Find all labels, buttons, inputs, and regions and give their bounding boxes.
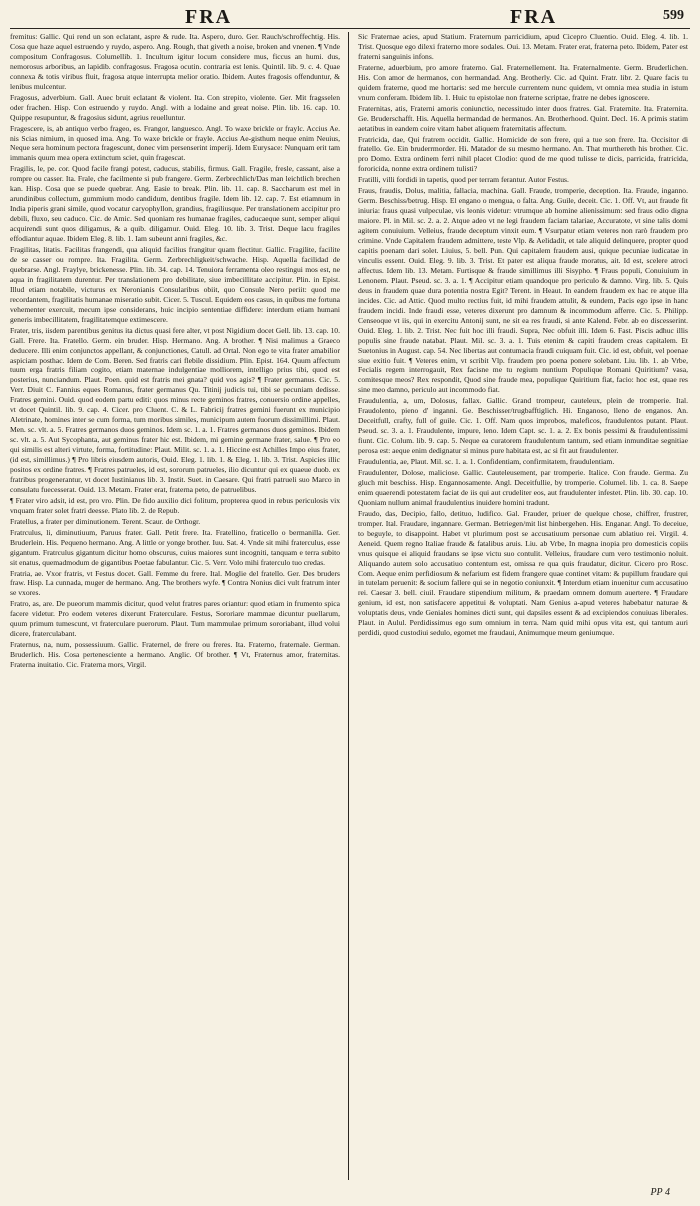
entry-paragraph: Fraternitas, atis, Fraterni amoris coniunctio, necessitudo inter duos fratres. Gal. Fraternite. Ita. Fraternita. Ge. Bruderschafft. His. Aquella hermandad de hermanos. An. Brotherhood. Quint. Decl. 16. A primis statim aetatibus in eandem coire vitam habet aliquem fraternitatis affectum. — [358, 103, 688, 133]
signature-mark: PP 4 — [650, 1187, 670, 1198]
entry-paragraph: Fragilis, le, pe. cor. Quod facile frangi potest, caducus, stabilis, firmus. Gall. Fragile, fresle, cassant, aise a rompre ou casser. Ita. Frale, che facilmente si pub frangere. Germ. Zerbrechlich/Das man leichtlich brechen kan. Hisp. Cosa que se puede quebrar. Ang. Easie to break. Plin. lib. 11. cap. 8. Saccharum est mel in arundinibus collectum, gummium modo candidum, dentibus fragile. Idem lib. 12. cap. 7. Est etiamnum in India piperis grani simile, quod vocatur caryophyllon, grandius, fragiliusque. Per translationem accipitur pro debili, fluxo, seu caduco. Cic. de Amic. Sed quoniam res humanae fragiles, caducaeque sunt, semper aliqui acquirendi sunt quos diligamus, & a quib. diligamur. Ouid. Eleg. 10. lib. 3. Trist. Deque lacu fragiles effodiantur aquae. Ibidem Eleg. 8. lib. 1. Iam subeunt anni fragiles, &c. — [10, 164, 340, 244]
entry-paragraph: Fraterne, aduerbium, pro amore fraterno. Gal. Fraternellement. Ita. Fraternalmente. Germ. Bruderlichen. His. Con amor de hermanos, con hermandad. Ang. Brotherly. Cic. ad Quint. Fratr. libr. 2. Quare facis tu quidem fraterne, quod me hortaris: sed me hercule currentem nunc quidem, vt omnia mea studia in istum vnum conferam. Ibidem lib. 1. Huic tu epistolae non fraterne scriptae, fratre ne debes ignoscere. — [358, 62, 688, 102]
entry-paragraph: Fratria, ae. Vxor fratris, vt Festus docet. Gall. Femme du frere. Ital. Moglie del fratello. Ger. Des bruders fraw. Hisp. La cunnada, muger de hermano. Ang. The brothers wyfe. ¶ Contra Nonius dici vult fratrum inter se vxores. — [10, 568, 340, 598]
entry-paragraph: fremitus: Gallic. Qui rend un son eclatant, aspre & rude. Ita. Aspero, duro. Ger. Rauch/schroffechtig. His. Cosa que haze aquel estruendo y ruydo, aspero. Ang. Rough, that giveth a noise, broken and vnenen. ¶ Vnde compositum Confragosus. Columellib. 1. Incultum igitur locum considere mus, ficcus an humi. dus, nemorosus arboribus, an lapidib. confragosus. Fragosa ocutin. contraria est lenis. Quintil. lib. 9. c. 4. Quae connexa & totis viribus fluit, fragosa atque interrupta melior oratio. Ibidem. Autes fragosis offenduntur, & lenibus mulcentur. — [10, 32, 340, 91]
entry-paragraph: Fraternus, na, num, possessiuum. Gallic. Fraternel, de frere ou freres. Ita. Fraterno, fraternale. German. Bruderlich. His. Cosa pertenesciente a hermano. Anglic. Of brother. ¶ Vt, Fraternus amor, fraternitas. Fraterna inuitatio. Cic. Fraterna mors, Virgil. — [10, 640, 340, 670]
entry-paragraph: Fratilli, villi fordidi in tapetis, quod per terram ferantur. Autor Festus. — [358, 175, 569, 185]
entry-paragraph: Fragilitas, litatis. Facilitas frangendi, qua aliquid facilius frangitur quam flectitur. Gallic. Fragilite, facilite de se casser ou rompre. Ita. Fragilita. Germ. Zerbrechligkeit/schwache. Hisp. Aquella facilidad de quebrarse. Angl. Fraylye, brickenesse. Plin. lib. 34. cap. 14. Tenuiora ferramenta oleo restingui mos est, ne aqua in fragilitatem durentur. Per translationem pro debilitate, siue imbecillitate accipitur. Plin. in Epist. Illud etiam notabile, victurus ex Neronianis Consularibus obiit, quo Consule Nero periit: quod me recordantem, fragilitatis humanae miseratio subit. Cicer. 5. Tuscul. Equidem eos casus, in quibus me fortuna vehementer exercuit, mecum ipse considerans, huic incipio sententiae diffidere: interdum etiam humani generis imbecillitatem, fragilitatemque extimescere. — [10, 245, 340, 324]
entry-paragraph: ¶ Frater viro adsit, id est, pro vro. Plin. De fido auxilio dici folitum, propterea quod in rebus periculosis vix vnquam frater solet fratri deesse. Plato lib. 2. de Repub. — [10, 495, 340, 515]
entry-paragraph: Fraudo, das, Decipio, fallo, detituo, ludifico. Gal. Frauder, priuer de quelque chose, chiffrer, frustrer, tromper. Ital. Fraudare, ingannare. German. Betriegen/mit list hinbergehen. His. Enganar. Angl. To deceiue, to beguyle, to disappoint. Habet vt plurimum post se accusatiuum personae cum ablatiuo rei. Virgil. 4. Aeneid. Quem regno Italiae fraude & fatalibus aruis. Liu. ab Vrbe, In magna inopia pro domesticis copiis vnus quisque ei aliquid fraudans se ipse victu suo contulit. Velleius, fraudare cum vero testimonio noluit. Aliquando autem solo accusatiuo contentum est, omissa re qua quis fraudatur, dicitur. Cicero pro Rosc. Com. Aeque enim perfidiosum & nefarium est fidem frangere quae continet vitam: & pupillum fraudare qui in tutelam peruenit: & socium fallere qui se in negotio coniunxit. ¶ Interdum etiam inuenitur cum accusatiuo rei. Caesar 3. bell. ciuil. Fraudare stipendium militum, & praedam omnem domum auertere. ¶ Fraudare genium, id est, non satisfacere appetitui & voluptati. Nam Genius a-apud veteres habebatur naturae & voluptatis deus, vnde Geniales homines dicti sunt, qui dapsiles essent & ad excipiendos conuiuas liberales. Plaut. in Aulul. Perdidissimus ego sum omnium in terra. Nam quid mihi opus vita est, qui tantum auri perdidi, quod custodiui sedulo, egomet me fraudaui, Animumque meum geniumque. — [358, 508, 688, 638]
entry-paragraph: Fraudulenter, Dolose, maliciose. Gallic. Cauteleusement, par tromperie. Italice. Con fraude. Germa. Zu gluch mit beschiss. Hisp. Engannosamente. Angl. Deceitfullie, by tromperie. Columel. lib. 1. ca. 8. Saepe enim quaerendi potestatem faciat de iis qui aut crudeliter eos, aut fraudulenter infestet. Plin. lib. 30. cap. 10. Quoniam nullum animal fraudulentius inuidere homini tradunt. — [358, 467, 688, 507]
text-columns — [10, 32, 690, 1180]
entry-paragraph: Fratro, as, are. De pueorum mammis dicitur, quod velut fratres pares oriantur: quod etiam in frumento spica facere videtur. Pro eodem veteres dixerunt Fraterculare. Festus, Sororiare mammae dicuntur puellarum, quum primum tumescunt, vt fraterculare puerorum. Plaut. Tum mammulae primum sororiabant, illud volui dicere, fraterculabant. — [10, 599, 340, 639]
right-running-head: FRA — [510, 6, 558, 28]
entry-paragraph: Fraus, fraudis, Dolus, malitia, fallacia, machina. Gall. Fraude, tromperie, deception. Ita. Fraude, inganno. Germ. Beschiss/betrug. Hisp. El engano o mengua, o falta. Ang. Guile, deceit. Cic. 1. Off. Vt, aut fraude fit iniuria: fraus quasi vulpeculae, vis leonis videtur: vtrumque ab homine alienissimum: sed fraus odio digna maiore. Pl. in Mil. sc. 2. a. 2. Atque adeo vt ne legi fraudem faciam talariae, Accuratote, vt sine talis domi agitem conuiuium. Velleius, fraude deceptum vinxit eum. ¶ Vsurpatur etiam veteres non rarò fraudem pro crimine. Vnde Capitalem fraudem admittere, teste Vlp. & Aelidadit, et tale aliquid delinquere, propter quod capitis poenam dari solet. Liuius, 5. bell. Pun. Qui capitalem fraudem ausi, quique pecuniae iudicatae in vinculis essent. Ouid. Eleg. 9. lib. 3. Trist. Et pater est aliqua fraude moratus, ait. Id est, scelere atroci affectus. Idem lib. 13. Metam. Furtisque & fraude simillimus illi Sisypho. ¶ Fraus populi, Conuiuium in Lenonem. Plaut. Pseud. sc. 3. a. 1. ¶ Accipitur etiam quandoque pro periculo & damno. Virg. lib. 5. Quis deus in fraudem quae dura potentia nostra Egit? Terent. in Heaut. In eandem fraudem ex hac re atque illa incides. Cic. ad Attic. Quod multo rectius fuit, id mihi fraudem attulit, & eundem, Pacis ego ipse in hanc fraudem incidi. Inde fraudi esse, veteres dixerunt pro damnum & incommodum afferre. Cic. 5. Philipp. Censeoque vt iis, qui in exercitu Antonij sunt, ne sit ea res fraudi, si ante Kalend. Febr. ab eo discesserint. Ouid. Eleg. 1. lib. 2. Trist. Nec fuit hoc illi fraudi. Supra, Nec obfuit illi. Idem 6. Fast. Piscis adhuc illis populis sine fraude natabat. Plaut. Mil. sc. 3. a. 1. Tuis etenim & capiti fraudem creas capitalem. Et Suetonius in August. cap. 54. Nec libertas aut contumacia fraudi cuiquam fuit. Cic. id est, obfuit, vel poenae siue exitio fuit. ¶ Veteres enim, vt scribit Vlp. fraudem pro poena ponere solebant. Liu. lib. 1. ab Vrbe, Fecialis regem interrogauit, Rex facisne me tu regium nuntium Populique Romani Quiritium? vasa, comitesque meos? Rex respondit, Quod sine fraude mea, populique Quiritium fiat, facio: hoc est, quae res sine meo damno, periculo aut incommodo fiat. — [358, 186, 688, 395]
left-column — [10, 32, 340, 1180]
entry-paragraph: Fraudulentia, ae, Plaut. Mil. sc. 1. a. 1. Confidentiam, confirmitatem, fraudulentiam. — [358, 457, 615, 467]
header-rule — [10, 28, 690, 29]
left-running-head: FRA — [185, 6, 233, 28]
entry-paragraph: Fratrculus, li, diminutiuum, Paruus frater. Gall. Petit frere. Ita. Fratellino, fraticello o bermanilla. Ger. Bruderlein. His. Pequeno hermano. Ang. A little or yonge brother. Iuu. Sat. 4. Vnde sit mihi fraterculus, esse gigantum. Fratrculus gigantum dicitur homo obscurus, cuius maiores sunt incogniti, tanquam e terra subito sit enatus, quemadmodum de gigantibus Poetae fabulantur. Cic. 5. Verr. Volo mihi fraterculo tuo credas. — [10, 527, 340, 567]
column-divider — [348, 32, 349, 1180]
entry-paragraph: Fratricida, dae, Qui fratrem occidit. Gallic. Homicide de son frere, qui a tue son frere. Ita. Occisitor di fratello. Ge. Ein bruderrmorder. Hi. Matador de su mesmo hermano. An. That murthereth his brother. Cic. pro Domo. Extra ordinem ferri nihil placet Clodio: quod de me quod tulisse te dicis, parricida, fratricida, fororicida, nonne extra ordinem tulisti? — [358, 134, 688, 174]
entry-paragraph: Frater, tris, iisdem parentibus genitus ita dictus quasi fere alter, vt post Nigidium docet Gell. lib. 13. cap. 10. Gall. Frere. Ita. Fratello. Germ. ein bruder. Hisp. Hermano. Ang. A brother. ¶ Nisi malimus a Graeco deducere. Illi enim conjunctos appellant, & conjunctiones, Catull. ad Ortal. Non ego te vita frater amabilior aspiciam posthac. Idem de Com. Beren. Sed fratris cari flebile dissidium. Plin. Epist. 164. Quum affectum tuum erga fratris filiam cogito, etiam maternae indulgentiae molliorem, intelligo prius tibi, quod est posterius, nunciandum. Plaut. Poen. quid est fratris mei gnata? quid vos agis? ¶ Frater germanus. Cic. 5. Verr. Diuit C. Fannius eques Romanus, frater germanus Qu. Titinij judicis tui, tibi se pecuniam dedisse. Fratres gemini. Ouid. quod eodem partu editi: quos minus recte geminos fratres, conuersio ordine appelles, vt docet Quintil. lib. 9. cap. 4. Cicer. pro Cluent. C. & L. Fabricij fratres gemini fuerunt ex municipio Aletrinate, homines inter se cum forma, tum moribus similes, municipum autem fuorum dissimillimi. Plaut. Men. sc. vlt. a. 5. Fratres germanos duos geminos. Idem sc. 1. a. 1. Fratres germanos duos geminos. Ibidem sc. vlt. a. 5. Aut Sycophanta, aut geminus frater hic est. Ibidem, mi gemine germane frater, salue. ¶ Pro eo qui similis est alteri virtute, forma, fortitudine: Plaut. Milit. sc. 1. a. 1. Hiccine est Achilles Impo eius frater, (id est, simillimus.) ¶ Pro libris eiusdem autoris, Ouid. Eleg. 1. lib. 1. & Eleg. 1. lib. 3. Trist. Aspicies illic positos ex ordine fratres. ¶ Fratres patrueles, id est, sororum patrueles, ilio dicuntur qui ex quaeue duob. ex fratribus progenerantur, vt docet Iustinianus lib. 3. Instit. Suet. in Caesare. Qui fratri patrueli suo Marco in consulatu fuecesserat. Ouid. 13. Metam. Frater erat, fraterna peto, de patruelibus. — [10, 325, 340, 494]
entry-paragraph: Fragosus, adverbium. Gall. Auec bruit eclatant & violent. Ita. Con strepito, violente. Ger. Mit fragsselen oder frachen. Hisp. Con estruendo y ruydo. Angl. with a lodaine and great noise. Plin. lib. 16. cap. 10. Quippe resupuntur, & fragosius sidunt, agrius reuelluntur. — [10, 92, 340, 122]
right-column — [358, 32, 688, 1180]
page-number: 599 — [663, 8, 684, 23]
entry-paragraph: Fragescere, is, ab antiquo verbo frageo, es. Frangor, languesco. Angl. To waxe brickle or fraylc. Accius Ae. nis Scias nimium, in quosed ima. Ang. To waxe brickle or frayle. Accius Ae-gisthum neque enim Neuius, Neque sera hominum pectora fragescunt, donec vim persenserint imperij. Idem Eurysace: Nunquam erit tam immanis quum mea opera extinctum sciet, quin fragescat. — [10, 123, 340, 163]
entry-paragraph: Sic Fraternae acies, apud Statium. Fraternum parricidium, apud Cicepro Cluentio. Ouid. Eleg. 4. lib. 1. Trist. Quosque ego dilexi fraterno more sodales. Oui. 13. Metam. Frater erat, fraterna peto. Ibidem, Pater est fraterni sanguinis infons. — [358, 32, 688, 61]
entry-paragraph: Fratellus, a frater per diminutionem. Terent. Scaur. de Orthogr. — [10, 516, 201, 526]
entry-paragraph: Fraudulentia, a, um, Dolosus, fallax. Gallic. Grand trompeur, cauteleux, plein de tromperie. Ital. Fraudolento, pieno d' inganni. Ge. Beschisser/trugbafftiglich. Hi. Enganoso, lleno de enganos. An. Deceitfull, crafty, full of guile. Cic. 1. Off. Nam quos improbos, maleficos, fraudulentos putant. Plaut. Pseud. sc. 3. a. 1. Fraudulente, impure, leno. Idem Capt. sc. 1. a. 2. Ex bonis pessimi & fraudulentissimi fiunt. Cic. Colum. lib. 9. cap. 5. Neque ea curatorem fraudulentum tantum, sed etiam inmunditae segnitiae perosa est: aeque enim dedignatur si minus pure habitata est, ac si fit aut fraudulenter. — [358, 396, 688, 456]
